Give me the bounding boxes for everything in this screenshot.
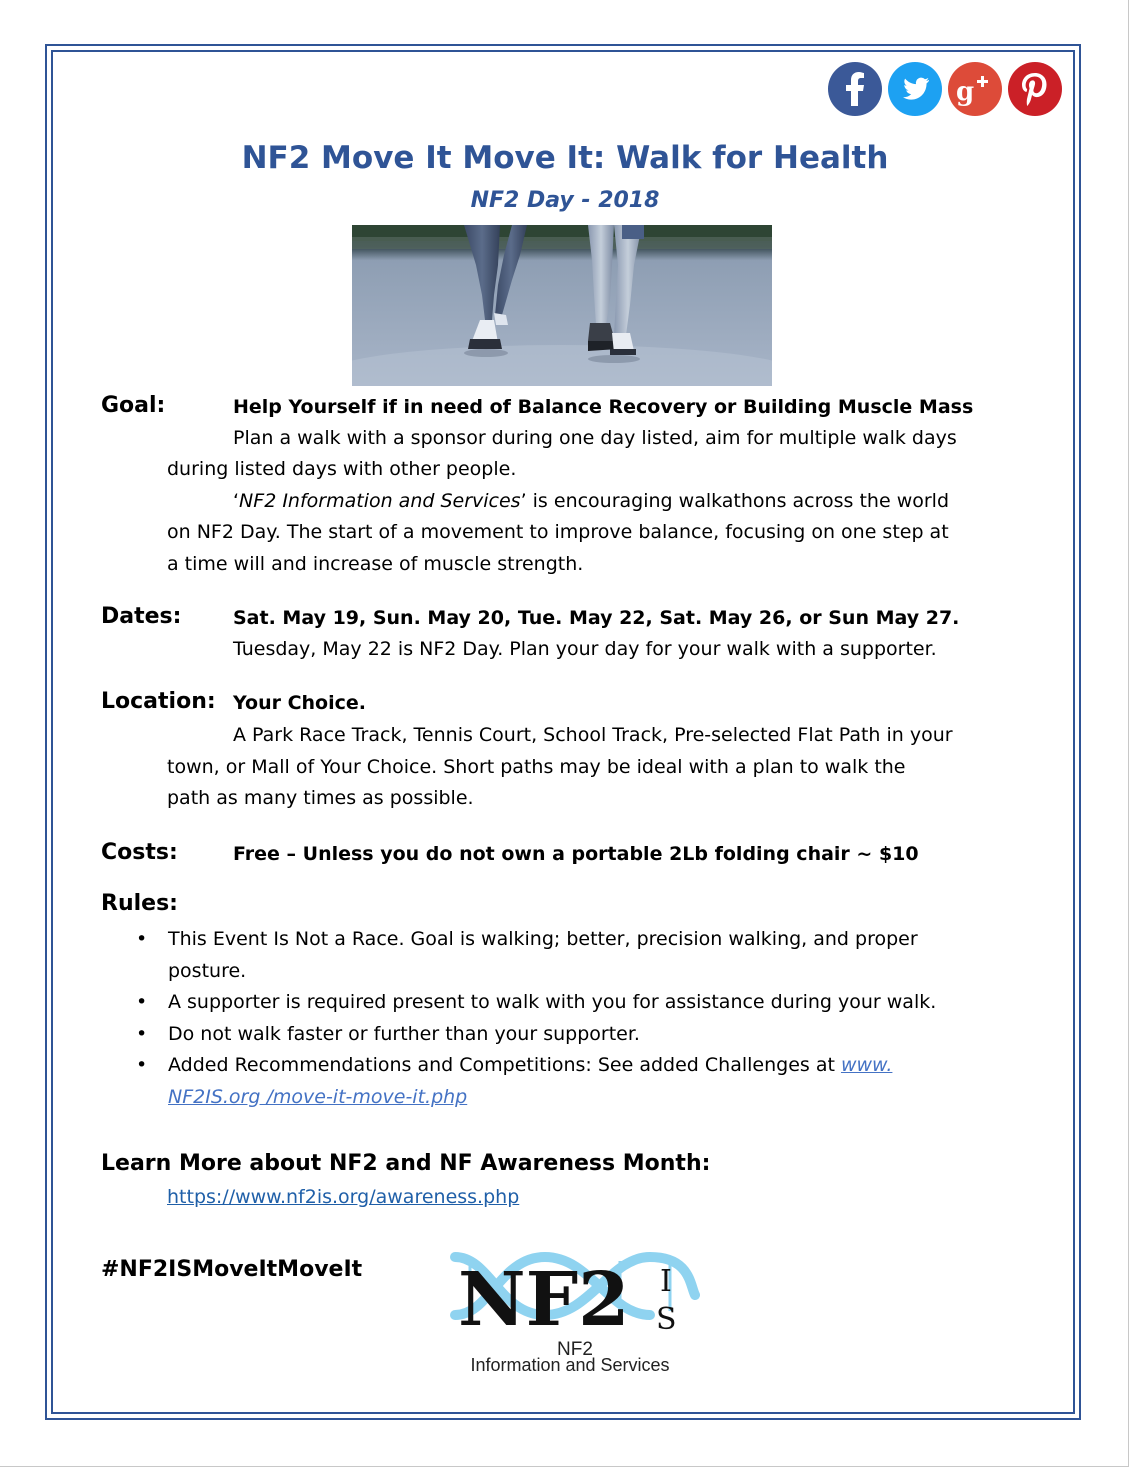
walking-photo bbox=[352, 225, 772, 386]
rule-text: Added Recommendations and Competitions: See added Challenges at bbox=[168, 1054, 841, 1076]
goal-text-fragment: ’ is encouraging walkathons across the world bbox=[520, 490, 950, 512]
facebook-icon[interactable] bbox=[828, 62, 882, 116]
goal-text-line: during listed days with other people. bbox=[167, 458, 517, 480]
location-text-line: A Park Race Track, Tennis Court, School Track, Pre-selected Flat Path in your bbox=[233, 724, 953, 746]
logo-letter-s: S bbox=[656, 1302, 677, 1337]
dates-detail: Tuesday, May 22 is NF2 Day. Plan your day for your walk with a supporter. bbox=[233, 638, 937, 660]
goal-label: Goal: bbox=[101, 393, 166, 418]
organization-name: NF2 Information and Services bbox=[239, 490, 521, 512]
rule-text: Do not walk faster or further than your supporter. bbox=[168, 1022, 640, 1045]
rule-text: A supporter is required present to walk with you for assistance during your walk. bbox=[168, 991, 937, 1013]
list-item bbox=[132, 1019, 1032, 1051]
location-headline: Your Choice. bbox=[233, 692, 366, 714]
move-it-link[interactable]: www. bbox=[840, 1054, 893, 1076]
rules-label: Rules: bbox=[101, 891, 178, 916]
list-item bbox=[132, 987, 1032, 1019]
quote-mark: ‘ bbox=[233, 490, 240, 512]
goal-text-line: a time will and increase of muscle strength. bbox=[167, 553, 584, 575]
google-plus-icon[interactable] bbox=[948, 62, 1002, 116]
twitter-icon[interactable] bbox=[888, 62, 942, 116]
move-it-link[interactable]: NF2IS.org /move-it-move-it.php bbox=[168, 1085, 468, 1108]
goal-text-line: on NF2 Day. The start of a movement to improve balance, focusing on one step at bbox=[167, 521, 949, 543]
costs-label: Costs: bbox=[101, 840, 178, 865]
costs-value: Free – Unless you do not own a portable 2Lb folding chair ~ $10 bbox=[233, 843, 919, 865]
rule-text: This Event Is Not a Race. Goal is walking; better, precision walking, and proper bbox=[168, 928, 918, 950]
location-text-line: path as many times as possible. bbox=[167, 787, 474, 809]
location-label: Location: bbox=[101, 689, 216, 714]
pinterest-icon[interactable] bbox=[1008, 62, 1062, 116]
learn-more-heading: Learn More about NF2 and NF Awareness Month: bbox=[101, 1151, 711, 1176]
location-text-line: town, or Mall of Your Choice. Short paths may be ideal with a plan to walk the bbox=[167, 756, 906, 778]
logo-line2: Information and Services bbox=[470, 1355, 670, 1375]
list-item bbox=[132, 1050, 1032, 1113]
hashtag: #NF2ISMoveItMoveIt bbox=[101, 1257, 363, 1282]
logo-mark: NF2 bbox=[458, 1257, 630, 1343]
rules-list bbox=[132, 924, 1032, 1113]
dates-label: Dates: bbox=[101, 604, 182, 629]
page-subtitle: NF2 Day - 2018 bbox=[470, 188, 660, 213]
goal-text-line: Plan a walk with a sponsor during one day listed, aim for multiple walk days bbox=[233, 427, 957, 449]
nf2is-logo bbox=[450, 1245, 700, 1380]
awareness-link[interactable]: https://www.nf2is.org/awareness.php bbox=[167, 1186, 520, 1208]
logo-letter-i: I bbox=[660, 1264, 672, 1299]
list-item bbox=[132, 924, 1032, 987]
bullet: • bbox=[136, 991, 148, 1013]
dates-headline: Sat. May 19, Sun. May 20, Tue. May 22, Sat. May 26, or Sun May 27. bbox=[233, 607, 960, 629]
social-icons bbox=[828, 62, 1062, 116]
svg-text:g: g bbox=[956, 77, 975, 107]
bullet: • bbox=[136, 928, 148, 950]
bullet: • bbox=[136, 1022, 148, 1045]
goal-headline: Help Yourself if in need of Balance Recovery or Building Muscle Mass bbox=[233, 396, 974, 418]
bullet: • bbox=[136, 1054, 148, 1076]
rule-text: posture. bbox=[168, 959, 247, 982]
goal-text-line bbox=[233, 486, 949, 518]
page-title: NF2 Move It Move It: Walk for Health bbox=[241, 140, 889, 176]
logo-line1: NF2 bbox=[557, 1339, 593, 1360]
